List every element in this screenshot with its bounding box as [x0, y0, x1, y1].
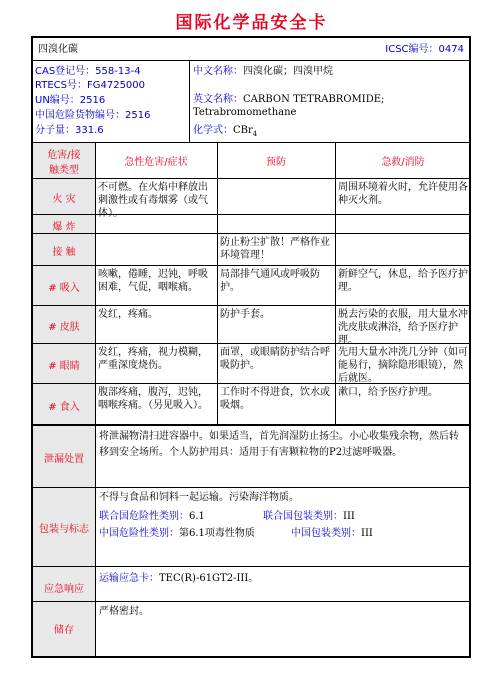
- formula-row: 化学式：CBr$_4$: [193, 125, 258, 138]
- row-label: 接 触: [52, 247, 76, 258]
- row-label: # 食入: [48, 401, 80, 413]
- row-label: # 眼睛: [48, 361, 80, 372]
- rtecs-number: RTECS号：FG4725000: [35, 80, 146, 91]
- chemical-name: 四溴化碳: [38, 44, 78, 55]
- molecular-weight: 分子量：331.6: [35, 125, 104, 136]
- storage-label: 储存: [54, 625, 74, 636]
- row-aid: 周围环境着火时，允许使用各种灭火剂。: [338, 182, 468, 206]
- col-hazard: 急性危害/症状: [124, 157, 188, 168]
- col-prevent: 预防: [266, 157, 286, 168]
- row-label: 爆 炸: [52, 221, 76, 233]
- storage-text: 严格密封。: [99, 606, 149, 617]
- un-pack-row: 联合国包装类别：III: [263, 511, 355, 522]
- cas-number: CAS登记号：558-13-4: [35, 66, 141, 77]
- row-aid: 脱去污染的衣服，用大量水冲洗皮肤或淋浴，给予医疗护理。: [338, 309, 468, 346]
- emergency-label: 应急响应: [44, 584, 84, 595]
- col-aid: 急救/消防: [381, 157, 425, 168]
- row-aid: 新鲜空气，休息，给予医疗护理。: [338, 269, 468, 293]
- row-prevent: 工作时不得进食，饮水或吸烟。: [220, 387, 330, 411]
- row-hazard: 不可燃。在火焰中释放出刺激性或有毒烟雾（或气体）。: [98, 182, 208, 219]
- row-hazard: 发红，疼痛，视力模糊，严重深度烧伤。: [98, 347, 208, 371]
- row-prevent: 防止粉尘扩散！严格作业环境管理！: [220, 237, 330, 261]
- page-title: 国际化学品安全卡: [175, 13, 328, 33]
- spill-label: 泄漏处置: [44, 454, 84, 465]
- row-prevent: 局部排气通风或呼吸防护。: [220, 269, 320, 293]
- un-class-row: 联合国危险性类别：6.1: [99, 511, 205, 522]
- row-label: # 吸入: [48, 283, 80, 294]
- en-name-row: 英文名称：CARBON TETRABROMIDE;: [193, 94, 385, 105]
- col-type: 危害/接触类型: [47, 150, 81, 176]
- row-hazard: 咳嗽，倦睡，迟钝，呼吸困难，气促，咽喉痛。: [98, 269, 208, 293]
- safety-card: [31, 36, 471, 658]
- cn-danger-number: 中国危险货物编号：2516: [35, 110, 151, 121]
- row-hazard: 发红，疼痛。: [98, 309, 158, 320]
- cn-class-row: 中国危险性类别：第6.1项毒性物质: [99, 528, 255, 539]
- pack-label: 包装与标志: [39, 524, 89, 535]
- pack-line1: 不得与食品和饲料一起运输。污染海洋物质。: [99, 492, 299, 503]
- row-prevent: 面罩，或眼睛防护结合呼吸防护。: [220, 347, 330, 371]
- row-aid: 先用大量水冲洗几分钟（如可能易行，摘除隐形眼镜），然后就医。: [338, 347, 468, 384]
- en-name-row2: Tetrabromomethane: [193, 107, 297, 118]
- row-aid: 漱口，给予医疗护理。: [338, 387, 438, 398]
- row-label: # 皮肤: [48, 322, 80, 333]
- spill-text: 将泄漏物清扫进容器中。如果适当，首先润湿防止扬尘。小心收集残余物，然后转移到安全场所。个人防护用具：适用于有害颗粒物的P2过滤呼吸器。: [99, 431, 459, 458]
- row-hazard: 腹部疼痛，腹泻，迟钝，咽喉疼痛。（另见吸入）。: [98, 387, 208, 411]
- cn-pack-row: 中国包装类别：III: [291, 528, 373, 539]
- row-prevent: 防护手套。: [220, 309, 270, 320]
- un-number: UN编号：2516: [35, 95, 106, 106]
- icsc-number: ICSC编号：0474: [385, 44, 464, 55]
- cn-name-row: 中文名称：四溴化碳；四溴甲烷: [193, 66, 333, 77]
- emergency-code: 运输应急卡：TEC(R)-61GT2-III。: [99, 573, 259, 584]
- row-label: 火 灾: [52, 194, 76, 205]
